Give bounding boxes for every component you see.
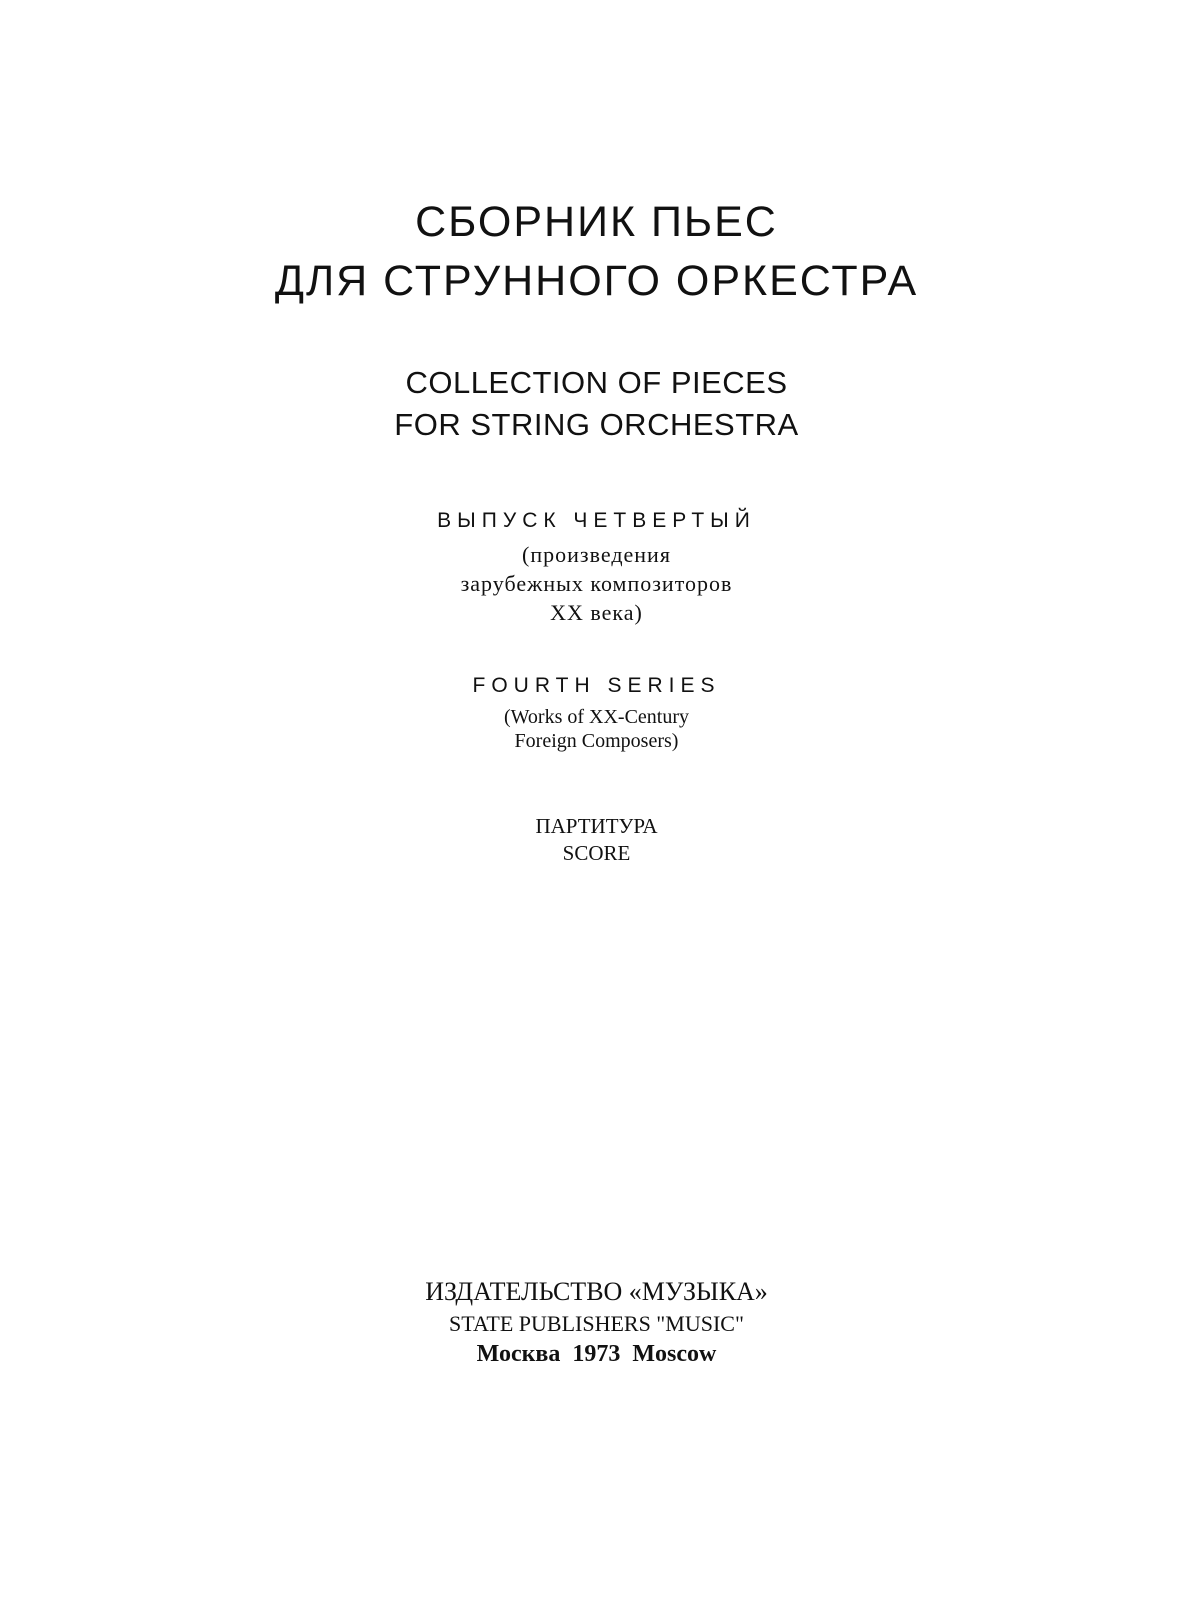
series-en-desc-1: (Works of XX-Century xyxy=(503,706,690,728)
title-ru-line-2: ДЛЯ СТРУННОГО ОРКЕСТРА xyxy=(274,257,919,305)
score-en: SCORE xyxy=(562,841,631,865)
publisher-ru: ИЗДАТЕЛЬСТВО «МУЗЫКА» xyxy=(425,1277,768,1306)
series-en-label: FOURTH SERIES xyxy=(472,674,721,697)
title-en-line-2: FOR STRING ORCHESTRA xyxy=(394,407,799,442)
title-ru-line-1: СБОРНИК ПЬЕС xyxy=(415,198,778,246)
series-ru-desc-1: (произведения xyxy=(522,542,671,567)
score-ru: ПАРТИТУРА xyxy=(535,814,658,838)
series-ru-desc-2: зарубежных композиторов xyxy=(460,571,733,596)
series-en-desc-2: Foreign Composers) xyxy=(514,730,679,752)
publisher-city-year: Москва 1973 Moscow xyxy=(476,1341,717,1367)
title-en-line-1: COLLECTION OF PIECES xyxy=(405,365,788,400)
publisher-en: STATE PUBLISHERS "MUSIC" xyxy=(449,1311,744,1336)
series-ru-desc-3: XX века) xyxy=(550,600,643,625)
series-ru-label: ВЫПУСК ЧЕТВЕРТЫЙ xyxy=(437,509,756,532)
